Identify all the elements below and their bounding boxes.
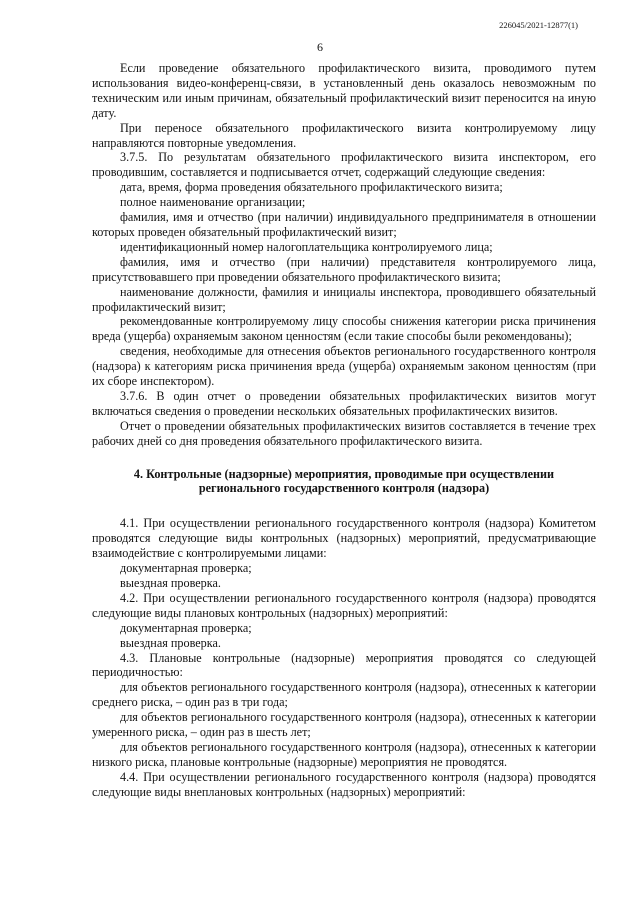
page-number: 6	[317, 40, 323, 54]
paragraph: для объектов регионального государственного контроля (надзора), отнесенных к категории низкого риска, плановые контрольные (надзорные) мероприятия не проводятся.	[92, 739, 596, 769]
paragraph: наименование должности, фамилия и инициалы инспектора, проводившего обязательный профилактический визит;	[92, 284, 596, 314]
paragraph: рекомендованные контролируемому лицу способы снижения категории риска причинения вреда (ущерба) охраняемым законом ценностям (если такие способы были рекомендованы);	[92, 314, 596, 344]
paragraph: Если проведение обязательного профилактического визита, проводимого путем использования видео-конференц-связи, в установленный день оказалось невозможным по техническим или иным причинам, обязательный профилактический визит переносится на иную дату.	[92, 61, 596, 120]
paragraph: для объектов регионального государственного контроля (надзора), отнесенных к категории умеренного риска, – один раз в шесть лет;	[92, 710, 596, 740]
paragraph: полное наименование организации;	[120, 195, 306, 210]
paragraph: документарная проверка;	[120, 561, 252, 576]
paragraph: документарная проверка;	[120, 620, 252, 635]
paragraph: фамилия, имя и отчество (при наличии) представителя контролируемого лица, присутствовавшего при проведении обязательного профилактического визита;	[92, 254, 596, 284]
paragraph: 4.4. При осуществлении регионального государственного контроля (надзора) проводятся следующие виды внеплановых контрольных (надзорных) мероприятий:	[92, 769, 596, 799]
paragraph: для объектов регионального государственного контроля (надзора), отнесенных к категории среднего риска, – один раз в три года;	[92, 680, 596, 710]
paragraph: 3.7.6. В один отчет о проведении обязательных профилактических визитов могут включаться сведения о проведении нескольких обязательных профилактических визитов.	[92, 388, 596, 418]
document-body	[92, 61, 596, 800]
paragraph: При переносе обязательного профилактического визита контролируемому лицу направляются повторные уведомления.	[92, 120, 596, 150]
paragraph: выездная проверка.	[120, 576, 221, 590]
paragraph: 4.3. Плановые контрольные (надзорные) мероприятия проводятся со следующей периодичностью:	[92, 650, 596, 680]
paragraph: 4.1. При осуществлении регионального государственного контроля (надзора) Комитетом проводятся следующие виды контрольных (надзорных) мероприятий, предусматривающие взаимодействие с контролируемыми лицами:	[92, 516, 596, 561]
paragraphs-before-section	[92, 61, 596, 449]
paragraph: Отчет о проведении обязательных профилактических визитов составляется в течение трех рабочих дней со дня проведения обязательного профилактического визита.	[92, 418, 596, 448]
section-heading: 4. Контрольные (надзорные) мероприятия, проводимые при осуществлении регионального государственного контроля (надзора)	[133, 466, 555, 496]
paragraph: 3.7.5. По результатам обязательного профилактического визита инспектором, его проводившим, составляется и подписывается отчет, содержащий следующие сведения:	[92, 150, 596, 180]
document-number: 226045/2021-12877(1)	[499, 20, 578, 30]
paragraph: фамилия, имя и отчество (при наличии) индивидуального предпринимателя в отношении которых проведен обязательный профилактический визит;	[92, 210, 596, 239]
paragraphs-after-section	[92, 516, 596, 799]
paragraph: 4.2. При осуществлении регионального государственного контроля (надзора) проводятся следующие виды плановых контрольных (надзорных) мероприятий:	[92, 590, 596, 620]
paragraph: идентификационный номер налогоплательщика контролируемого лица;	[120, 239, 493, 254]
paragraph: сведения, необходимые для отнесения объектов регионального государственного контроля (надзора) к категориям риска причинения вреда (ущерба) охраняемым законом ценностям (при их сборе инспектором).	[92, 344, 596, 389]
paragraph: выездная проверка.	[120, 635, 221, 650]
paragraph: дата, время, форма проведения обязательного профилактического визита;	[120, 180, 503, 195]
